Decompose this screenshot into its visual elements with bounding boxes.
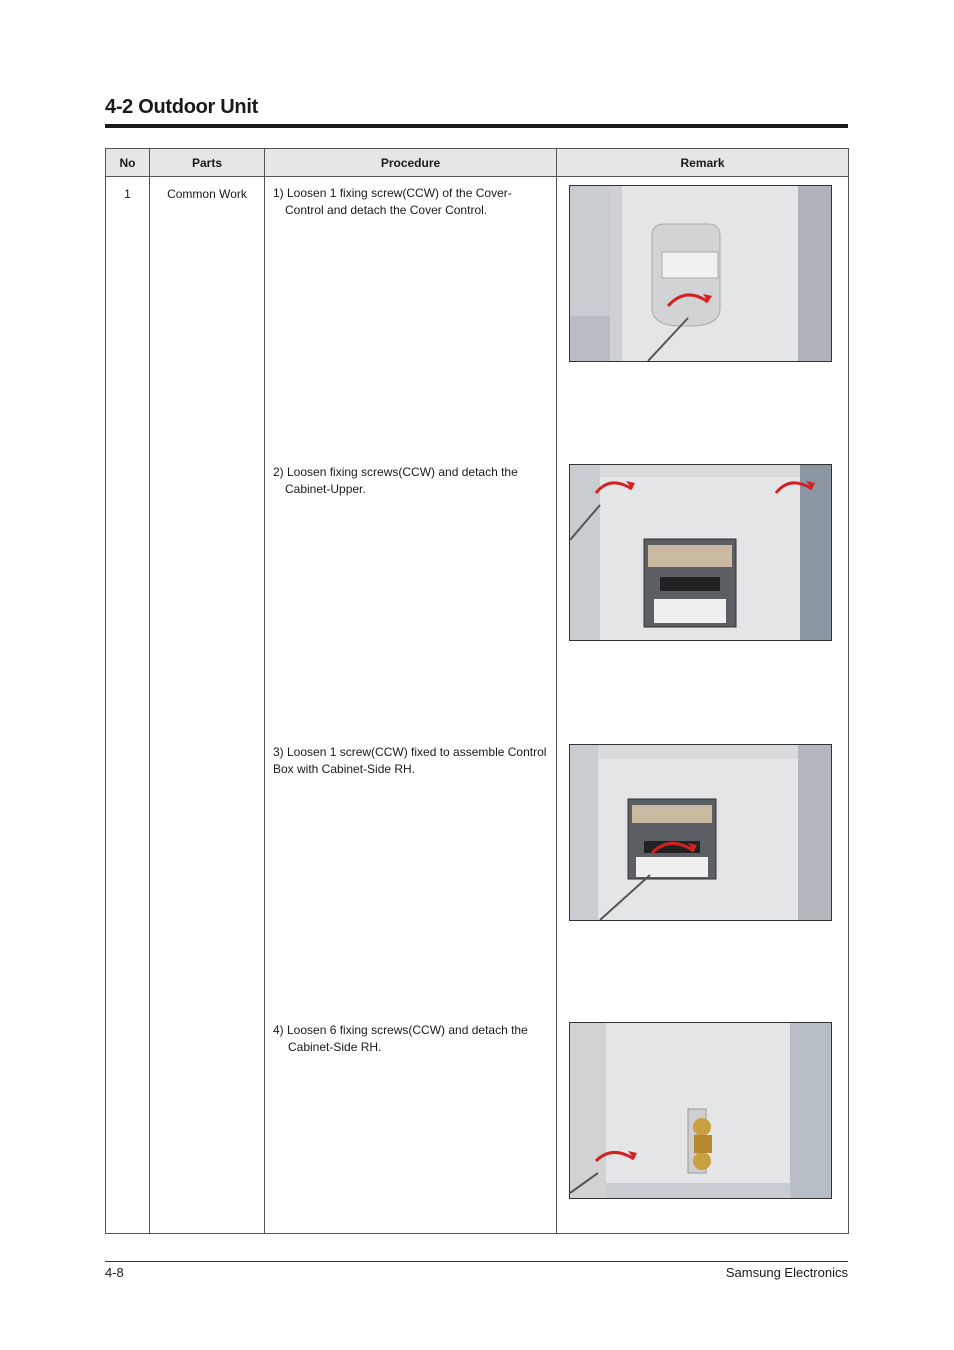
section-title: 4-2 Outdoor Unit xyxy=(105,96,258,118)
photo-control-box xyxy=(569,744,832,921)
row-parts: Common Work xyxy=(150,177,265,1234)
procedure-cell xyxy=(265,177,557,1234)
step-4-text: 4) Loosen 6 fixing screws(CCW) and detach the Cabinet-Side RH. xyxy=(273,1023,528,1054)
photo-cabinet-upper xyxy=(569,464,832,641)
table-header-row xyxy=(106,149,849,177)
header-procedure: Procedure xyxy=(265,149,557,177)
table-row xyxy=(106,177,849,1234)
page-number: 4-8 xyxy=(105,1265,124,1280)
step-2-text: 2) Loosen fixing screws(CCW) and detach the Cabinet-Upper. xyxy=(273,465,518,496)
row-no: 1 xyxy=(106,177,150,1234)
photo-cover-control xyxy=(569,185,832,362)
header-parts: Parts xyxy=(150,149,265,177)
company-name: Samsung Electronics xyxy=(725,1265,848,1280)
procedure-table xyxy=(105,148,849,1234)
footer-rule xyxy=(105,1261,848,1262)
step-3-text: 3) Loosen 1 screw(CCW) fixed to assemble Control Box with Cabinet-Side RH. xyxy=(273,745,547,776)
header-remark: Remark xyxy=(557,149,849,177)
title-rule xyxy=(105,124,848,128)
header-no: No xyxy=(106,149,150,177)
remark-cell xyxy=(557,177,849,1234)
photo-cabinet-side xyxy=(569,1022,832,1199)
step-1-text: 1) Loosen 1 fixing screw(CCW) of the Cover- Control and detach the Cover Control. xyxy=(273,186,512,217)
